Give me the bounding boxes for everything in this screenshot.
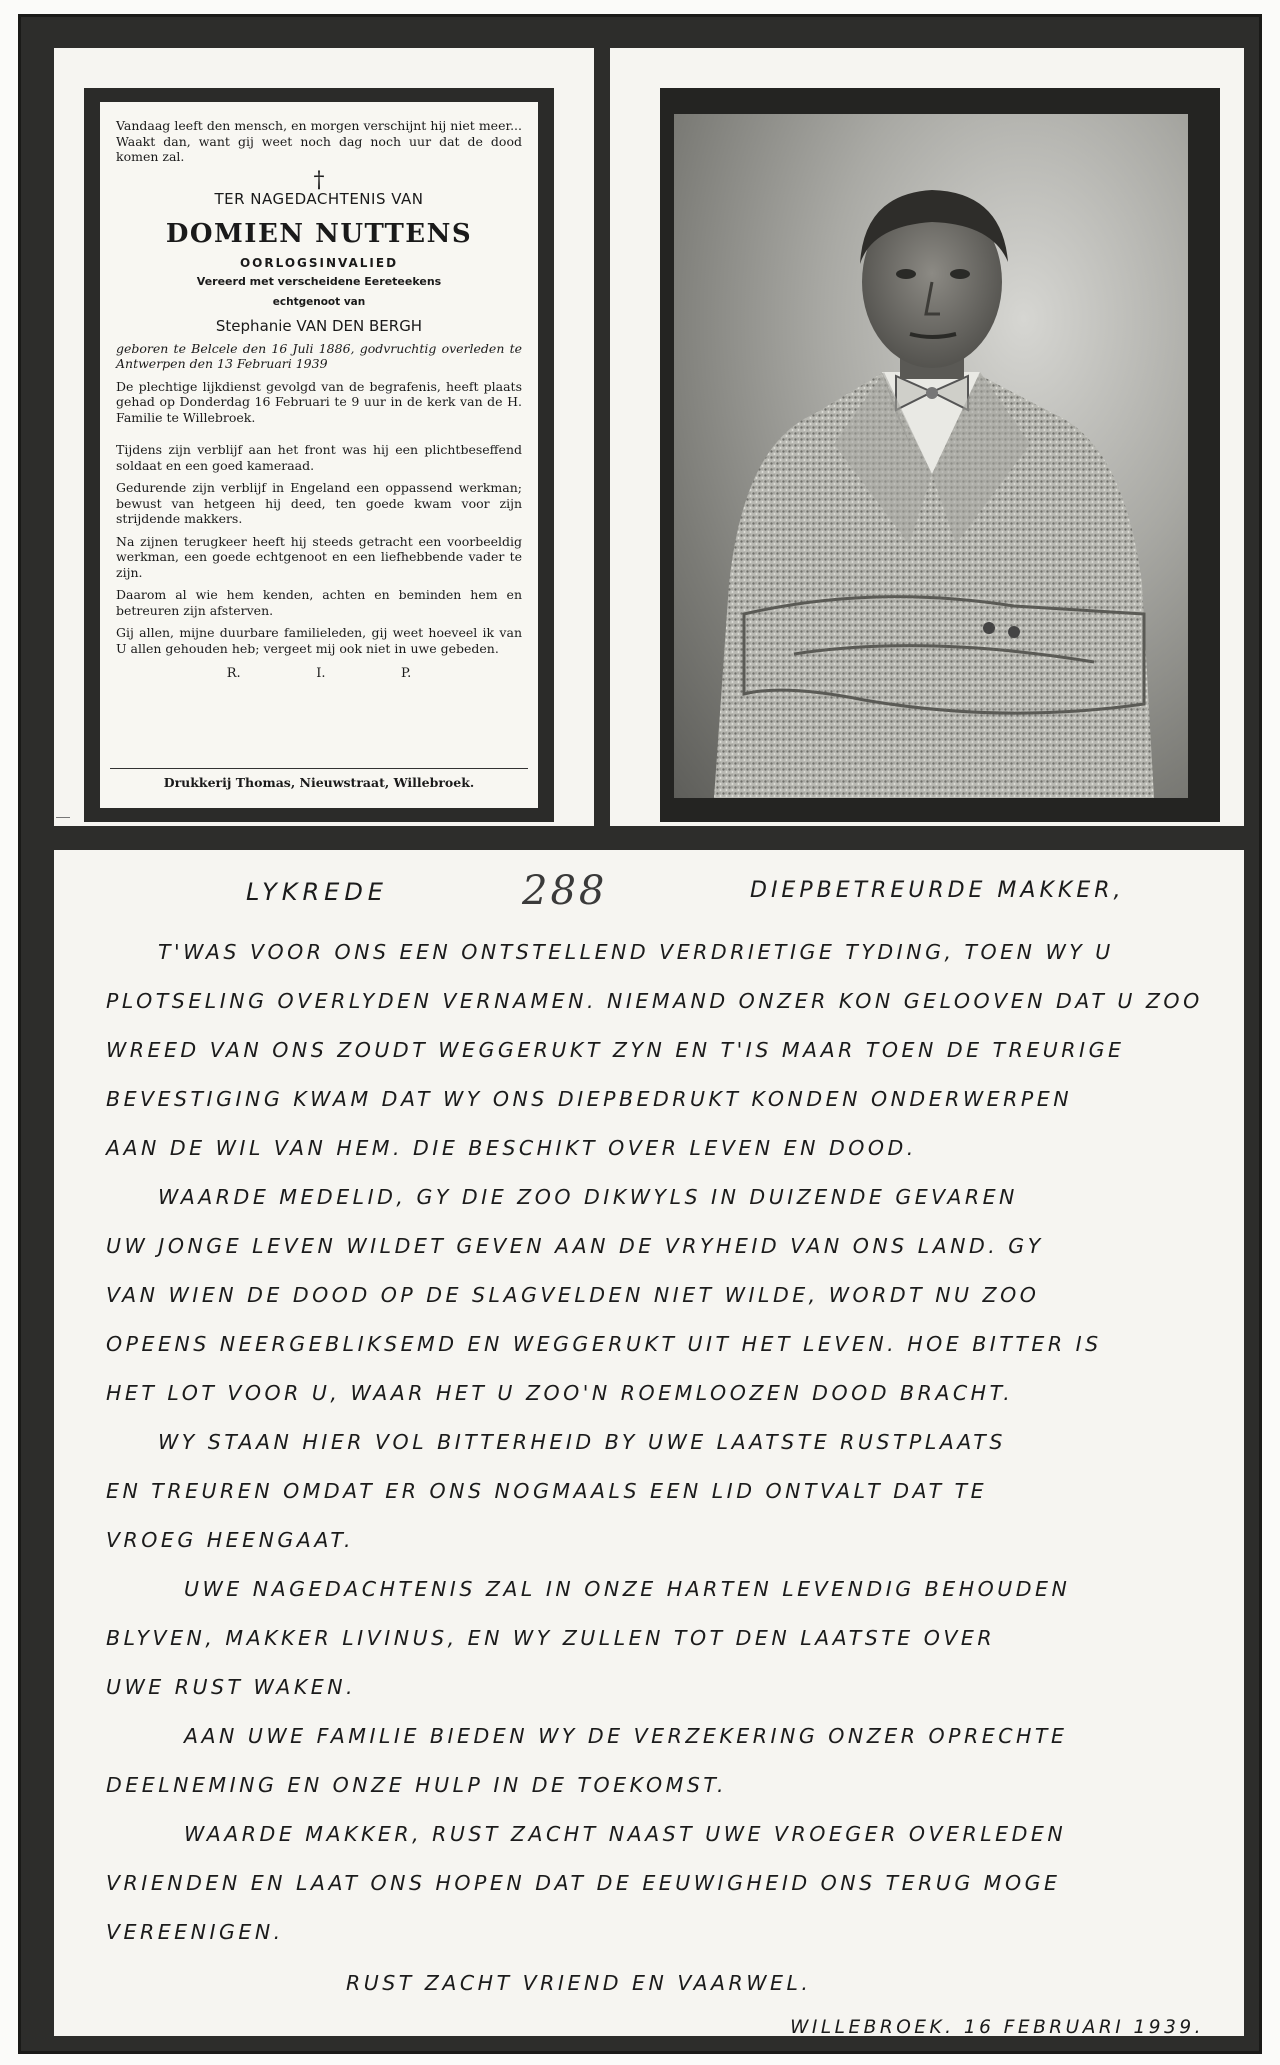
eulogy-line: AAN UWE FAMILIE BIEDEN WY DE VERZEKERING ONZER OPRECHTE (184, 1724, 1068, 1748)
eulogy-line: VEREENIGEN. (106, 1920, 284, 1944)
rip-letter: R. (226, 666, 241, 681)
card-paragraph: Daarom al wie hem kenden, achten en beminden hem en betreuren zijn afsterven. (116, 587, 522, 618)
printer-credit: Drukkerij Thomas, Nieuwstraat, Willebroek. (163, 775, 475, 790)
eulogy-line: BLYVEN, MAKKER LIVINUS, EN WY ZULLEN TOT DEN LAATSTE OVER (106, 1626, 996, 1650)
card-quote: Vandaag leeft den mensch, en morgen verschijnt hij niet meer... Waakt dan, want gij weet noch dag noch uur dat de dood komen zal. (116, 118, 522, 164)
eulogy-line: WAARDE MAKKER, RUST ZACHT NAAST UWE VROEGER OVERLEDEN (184, 1822, 1067, 1846)
eulogy-line: UW JONGE LEVEN WILDET GEVEN AAN DE VRYHEID VAN ONS LAND. GY (106, 1234, 1044, 1258)
eulogy-line: EN TREUREN OMDAT ER ONS NOGMAALS EEN LID ONTVALT DAT TE (106, 1479, 988, 1503)
eulogy-line: UWE NAGEDACHTENIS ZAL IN ONZE HARTEN LEVENDIG BEHOUDEN (184, 1577, 1071, 1601)
eulogy-salutation: DIEPBETREURDE MAKKER, (750, 878, 1125, 903)
eulogy-line: WREED VAN ONS ZOUDT WEGGERUKT ZYN EN T'IS MAAR TOEN DE TREURIGE (106, 1038, 1125, 1062)
eulogy-line: BEVESTIGING KWAM DAT WY ONS DIEPBEDRUKT KONDEN ONDERWERPEN (106, 1087, 1073, 1111)
portrait-frame (660, 88, 1220, 822)
spouse-name: Stephanie VAN DEN BERGH (215, 317, 423, 335)
funeral-text: De plechtige lijkdienst gevolgd van de begrafenis, heeft plaats gehad op Donderdag 16 Februari te 9 uur in de kerk van de H. Familie te Willebroek. (116, 378, 522, 425)
eulogy-line: DEELNEMING EN ONZE HULP IN DE TOEKOMST. (106, 1773, 727, 1797)
eulogy-panel (54, 850, 1244, 2036)
card-paragraph: Tijdens zijn verblijf aan het front was hij een plichtbeseffend soldaat en een goed kameraad. (116, 442, 522, 473)
page-number: 288 (522, 868, 608, 914)
eulogy-text (106, 868, 1216, 2048)
eulogy-line: HET LOT VOOR U, WAAR HET U ZOO'N ROEMLOOZEN DOOD BRACHT. (106, 1381, 1014, 1405)
eulogy-line: PLOTSELING OVERLYDEN VERNAMEN. NIEMAND ONZER KON GELOOVEN DAT U ZOO (106, 989, 1203, 1013)
eulogy-line: VAN WIEN DE DOOD OP DE SLAGVELDEN NIET WILDE, WORDT NU ZOO (106, 1283, 1040, 1307)
cross-icon: † (313, 167, 325, 193)
in-memory-heading: TER NAGEDACHTENIS VAN (214, 190, 424, 208)
eulogy-line: VRIENDEN EN LAAT ONS HOPEN DAT DE EEUWIGHEID ONS TERUG MOGE (106, 1871, 1061, 1895)
card-paragraph: Na zijnen terugkeer heeft hij steeds getracht een voorbeeldig werkman, een goede echtgenoot en een liefhebbende vader te zijn. (116, 533, 522, 580)
eulogy-line: WAARDE MEDELID, GY DIE ZOO DIKWYLS IN DUIZENDE GEVAREN (158, 1185, 1018, 1209)
memorial-card (100, 102, 538, 808)
deceased-honours: Vereerd met verscheidene Eereteekens (196, 275, 442, 288)
eulogy-line: T'WAS VOOR ONS EEN ONTSTELLEND VERDRIETIGE TYDING, TOEN WY U (158, 940, 1114, 964)
album-page (18, 14, 1262, 2054)
eulogy-line: OPEENS NEERGEBLIKSEMD EN WEGGERUKT UIT HET LEVEN. HOE BITTER IS (106, 1332, 1102, 1356)
eulogy-closing: RUST ZACHT VRIEND EN VAARWEL. (346, 1971, 812, 1995)
eulogy-header (106, 868, 1216, 928)
eulogy-line: UWE RUST WAKEN. (106, 1675, 357, 1699)
eulogy-line: AAN DE WIL VAN HEM. DIE BESCHIKT OVER LEVEN EN DOOD. (106, 1136, 917, 1160)
spouse-of-label: echtgenoot van (272, 295, 366, 308)
memorial-card-frame (84, 88, 554, 822)
deceased-name: DOMIEN NUTTENS (165, 218, 473, 249)
card-divider (110, 768, 528, 769)
card-paragraph: Gedurende zijn verblijf in Engeland een oppassend werkman; bewust van hetgeen hij deed, ten goede kwam voor zijn strijdende makkers. (116, 480, 522, 526)
birth-death-text: geboren te Belcele den 16 Juli 1886, godvruchtig overleden te Antwerpen den 13 Februari 1939 (116, 340, 522, 371)
eulogy-line: VROEG HEENGAAT. (106, 1528, 354, 1552)
eulogy-title: LYKREDE (246, 878, 388, 906)
deceased-rank: OORLOGSINVALIED (239, 255, 399, 270)
eulogy-line: WY STAAN HIER VOL BITTERHEID BY UWE LAATSTE RUSTPLAATS (158, 1430, 1006, 1454)
rip-line (189, 666, 449, 682)
card-paragraph: Gij allen, mijne duurbare familieleden, gij weet hoeveel ik van U allen gehouden heb; vergeet mij ook niet in uwe gebeden. (116, 625, 522, 656)
margin-mark (56, 817, 70, 818)
portrait-figure (674, 114, 1188, 798)
rip-letter: I. (316, 666, 326, 681)
rip-letter: P. (400, 666, 412, 681)
eulogy-place-date: WILLEBROEK. 16 FEBRUARI 1939. (790, 2017, 1204, 2038)
portrait-photo (674, 114, 1188, 798)
